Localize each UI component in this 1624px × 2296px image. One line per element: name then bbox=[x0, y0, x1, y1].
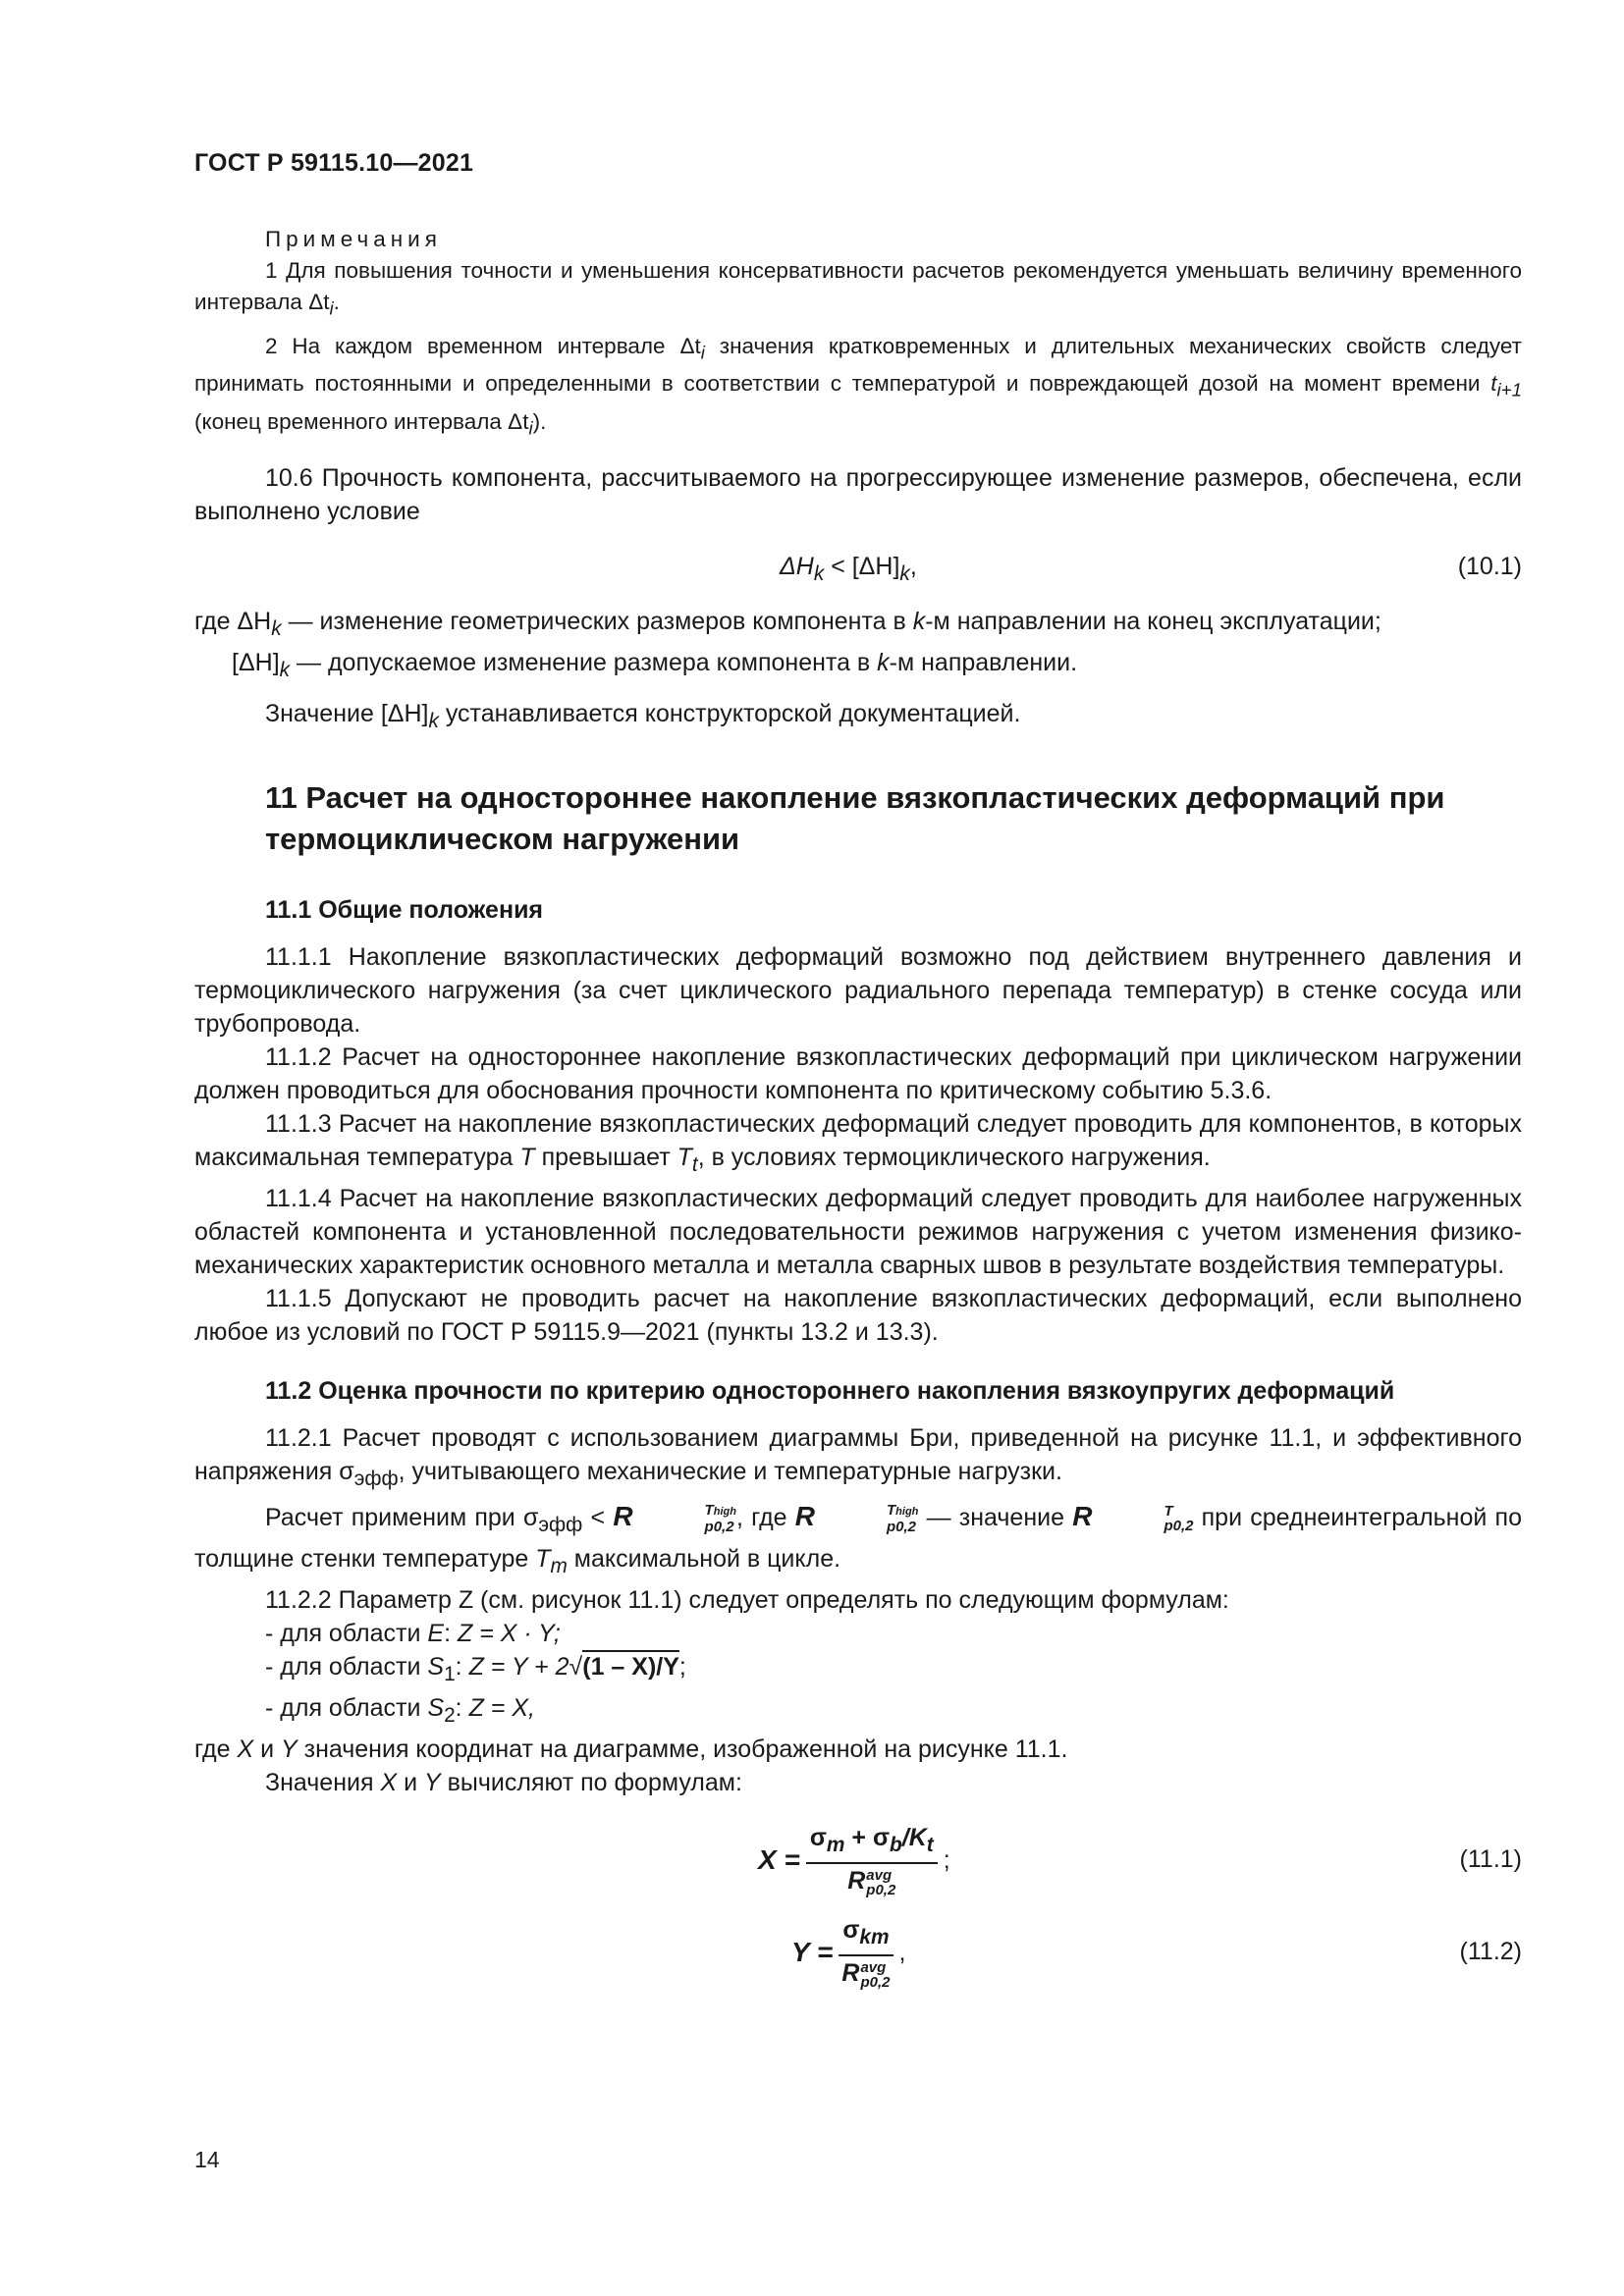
p2-d: при среднеинтегральной по толщине стенки температуре bbox=[194, 1504, 1522, 1573]
note-1-symbol: Δt bbox=[308, 290, 330, 314]
f112-R: R bbox=[841, 1959, 860, 1988]
f111-t: t bbox=[926, 1834, 934, 1857]
f112-sigma: σ bbox=[842, 1916, 860, 1945]
p2-c: — значение bbox=[918, 1504, 1073, 1531]
note-1-end: . bbox=[333, 290, 340, 314]
f101-end: , bbox=[909, 553, 917, 580]
p1-sub: эфф bbox=[353, 1468, 399, 1490]
values-Y: Y bbox=[424, 1769, 441, 1796]
note-2-t: t bbox=[1490, 371, 1497, 396]
where-1-sub: k bbox=[271, 617, 282, 640]
list-item-E bbox=[194, 1617, 1522, 1650]
li2-b: : bbox=[455, 1653, 469, 1681]
note-2-a: 2 На каждом временном интервале bbox=[265, 333, 680, 358]
where-2 bbox=[194, 646, 1522, 687]
where-X: X bbox=[237, 1735, 254, 1763]
li1-a: - для области bbox=[265, 1620, 428, 1647]
p2-a: Расчет применим при bbox=[265, 1504, 523, 1531]
where-2-b: -м направлении. bbox=[889, 649, 1078, 676]
f111-plus: + σ bbox=[844, 1824, 891, 1852]
where-2-k: k bbox=[877, 649, 890, 676]
f101-lhs-sub: k bbox=[813, 562, 825, 585]
note-2-tsub: i+1 bbox=[1496, 379, 1522, 400]
f111-end: ; bbox=[943, 1846, 950, 1874]
p1-a: 11.2.1 Расчет проводят с использованием диаграммы Бри, приведенной на рисунке 11.1, и эффективного напряжения bbox=[194, 1424, 1522, 1485]
clause-10-6: 10.6 Прочность компонента, рассчитываемого на прогрессирующее изменение размеров, обеспечена, если выполнено условие bbox=[194, 464, 1522, 525]
r-high-2-supsub: high bbox=[895, 1506, 919, 1519]
f111-R: R bbox=[847, 1867, 866, 1896]
f112-fraction bbox=[839, 1915, 893, 1989]
where-prefix: где bbox=[194, 608, 238, 635]
note-2-b: значения кратковременных и длительных механических свойств следует принимать постоянными и определенными в соответствии с температурой и повреждающей дозой на момент времени bbox=[194, 333, 1522, 396]
notes-title: Примечания bbox=[265, 227, 442, 251]
note-2 bbox=[194, 331, 1522, 445]
p3-tsub: t bbox=[691, 1153, 698, 1176]
note-2-sym2: Δt bbox=[508, 408, 529, 434]
p2-sub: эфф bbox=[538, 1514, 583, 1536]
where-XY bbox=[194, 1733, 1522, 1766]
li3-S: S bbox=[427, 1694, 445, 1722]
li2-end: ; bbox=[678, 1653, 686, 1681]
section-11-heading: 11 Расчет на одностороннее накопление вязкопластических деформаций при термоциклическом нагружении bbox=[265, 780, 1445, 856]
r-T-scripts bbox=[1093, 1504, 1193, 1533]
where-1 bbox=[194, 605, 1522, 646]
f111-denominator bbox=[847, 1864, 895, 1896]
values-X: X bbox=[380, 1769, 398, 1796]
r-high-2-sup: T bbox=[887, 1502, 896, 1520]
note-2-sub: i bbox=[700, 342, 705, 362]
p1-sigma: σ bbox=[339, 1458, 354, 1485]
where-1-b: -м направлении на конец эксплуатации; bbox=[925, 608, 1381, 635]
f111-slashK: /K bbox=[901, 1824, 927, 1852]
where-1-a: — изменение геометрических размеров компонента в bbox=[281, 608, 913, 635]
f112-R-sub: p0,2 bbox=[860, 1973, 891, 1991]
f111-m: m bbox=[826, 1834, 845, 1857]
formula-10-1-number: (10.1) bbox=[1457, 553, 1522, 580]
p3-c: , в условиях термоциклического нагружения. bbox=[697, 1144, 1211, 1171]
note-2-sym: Δt bbox=[679, 333, 701, 358]
r-high-1-sup: T bbox=[704, 1502, 714, 1520]
li1-E: E bbox=[427, 1620, 445, 1647]
r-T-sup: T bbox=[1164, 1503, 1173, 1521]
values-a: Значения bbox=[265, 1769, 381, 1796]
f112-lhs: Y = bbox=[791, 1937, 834, 1967]
note-1-text: 1 Для повышения точности и уменьшения консервативности расчетов рекомендуется уменьшать величину временного интервала bbox=[194, 258, 1522, 314]
f101-rhs-sub: k bbox=[899, 562, 910, 585]
f111-R-scripts bbox=[866, 1868, 895, 1897]
clause-11-1-1: 11.1.1 Накопление вязкопластических деформаций возможно под действием внутреннего давления и термоциклического нагружения (за счет циклического радиального перепада температур) в стенке сосуда или трубопровода. bbox=[194, 943, 1522, 1038]
note-2-end: ). bbox=[532, 408, 547, 434]
f111-lhs: X = bbox=[758, 1844, 800, 1875]
r-high-2: R bbox=[794, 1501, 815, 1531]
section-11-1-heading: 11.1 Общие положения bbox=[265, 896, 544, 924]
page-body bbox=[194, 224, 1522, 1998]
p1-b: , учитывающего механические и температурные нагрузки. bbox=[398, 1458, 1062, 1485]
li2-sub: 1 bbox=[444, 1663, 456, 1685]
notes-block bbox=[194, 224, 1522, 444]
li3-b: : bbox=[455, 1694, 469, 1722]
p3-a: 11.1.3 Расчет на накопление вязкопластических деформаций следует проводить для компонентов, в которых максимальная температура bbox=[194, 1110, 1522, 1171]
li3-sub: 2 bbox=[444, 1704, 456, 1727]
r-T: R bbox=[1072, 1501, 1093, 1531]
note-1 bbox=[194, 255, 1522, 325]
r-T-sub: p0,2 bbox=[1164, 1518, 1194, 1535]
f112-numerator bbox=[839, 1915, 893, 1956]
p3-b: превышает bbox=[534, 1144, 677, 1171]
clause-applicability bbox=[194, 1500, 1522, 1583]
values-line bbox=[194, 1766, 1522, 1799]
li1-b: : bbox=[444, 1620, 458, 1647]
f111-R-sup: avg bbox=[866, 1866, 893, 1884]
note-1-sub: i bbox=[329, 297, 334, 319]
f112-R-scripts bbox=[860, 1960, 890, 1990]
value-line bbox=[194, 697, 1522, 738]
li2-S: S bbox=[427, 1653, 445, 1681]
p3-T: T bbox=[519, 1144, 535, 1171]
li2-under: (1 – X)/Y bbox=[582, 1650, 679, 1681]
where-b: и bbox=[253, 1735, 281, 1763]
formula-11-1 bbox=[194, 1815, 1522, 1905]
p2-sigma: σ bbox=[522, 1504, 539, 1531]
formula-10-1-expr bbox=[780, 542, 917, 599]
clause-11-1-3 bbox=[194, 1107, 1522, 1182]
r-high-1-scripts bbox=[634, 1503, 736, 1534]
formula-11-2-expr bbox=[791, 1907, 905, 1998]
f112-denominator bbox=[841, 1956, 890, 1989]
section-11-2-heading: 11.2 Оценка прочности по критерию одностороннего накопления вязкоупругих деформаций bbox=[265, 1377, 1395, 1405]
p2-lt: < bbox=[582, 1504, 614, 1531]
f111-sigma-m: σ bbox=[809, 1824, 827, 1852]
clause-11-2-2: 11.2.2 Параметр Z (см. рисунок 11.1) следует определять по следующим формулам: bbox=[265, 1586, 1229, 1614]
values-c: вычисляют по формулам: bbox=[440, 1769, 742, 1796]
where-a: где bbox=[194, 1735, 238, 1763]
standard-header: ГОСТ Р 59115.10—2021 bbox=[194, 149, 474, 177]
where-2-sub: k bbox=[279, 659, 291, 681]
f112-R-sup: avg bbox=[860, 1958, 887, 1976]
formula-11-1-expr bbox=[758, 1815, 950, 1905]
f112-km: km bbox=[859, 1926, 890, 1949]
formula-11-2 bbox=[194, 1907, 1522, 1998]
note-2-c: (конец временного интервала bbox=[194, 408, 509, 434]
li3-a: - для области bbox=[265, 1694, 428, 1722]
clause-11-1-2: 11.1.2 Расчет на одностороннее накопление вязкопластических деформаций при циклическом нагружении должен проводиться для обоснования прочности компонента по критическому событию 5.3.6. bbox=[194, 1043, 1522, 1104]
f111-R-sub: p0,2 bbox=[866, 1881, 896, 1898]
where-2-a: — допускаемое изменение размера компонента в bbox=[290, 649, 878, 676]
formula-11-2-number: (11.2) bbox=[1459, 1938, 1522, 1965]
formula-11-1-number: (11.1) bbox=[1459, 1845, 1522, 1873]
p2-b: , где bbox=[735, 1504, 795, 1531]
p3-Tt: T bbox=[677, 1144, 692, 1171]
values-b: и bbox=[397, 1769, 424, 1796]
r-high-2-scripts bbox=[816, 1503, 918, 1534]
p2-Tm: T bbox=[535, 1545, 551, 1573]
f101-mid: < [ΔH] bbox=[824, 553, 900, 580]
list-item-S1 bbox=[194, 1650, 1522, 1691]
main-text bbox=[194, 461, 1522, 1998]
page-number: 14 bbox=[194, 2147, 220, 2172]
sqrt-icon: √ bbox=[568, 1653, 583, 1681]
li3-f: Z = X, bbox=[468, 1694, 535, 1722]
clause-11-1-5: 11.1.5 Допускают не проводить расчет на накопление вязкопластических деформаций, если выполнено любое из условий по ГОСТ Р 59115.9—2021 (пункты 13.2 и 13.3). bbox=[194, 1285, 1522, 1346]
f112-end: , bbox=[898, 1939, 906, 1966]
f111-fraction bbox=[806, 1823, 938, 1896]
formula-10-1 bbox=[194, 542, 1522, 591]
li2-f: Z = Y + 2 bbox=[468, 1653, 569, 1681]
clause-11-2-1 bbox=[194, 1421, 1522, 1496]
f111-b: b bbox=[890, 1834, 902, 1857]
r-high-1-supsub: high bbox=[713, 1506, 736, 1519]
f101-lhs: ΔH bbox=[780, 553, 814, 580]
f111-numerator bbox=[806, 1823, 938, 1864]
list-item-S2 bbox=[194, 1691, 1522, 1733]
value-sym: [ΔH] bbox=[380, 700, 429, 727]
note-2-sub2: i bbox=[528, 417, 533, 438]
r-high-2-sub: p0,2 bbox=[887, 1519, 917, 1536]
where-2-sym: [ΔH] bbox=[232, 649, 280, 676]
value-sub: k bbox=[428, 710, 439, 732]
where-Y: Y bbox=[280, 1735, 298, 1763]
li2-a: - для области bbox=[265, 1653, 428, 1681]
li1-f: Z = X · Y; bbox=[457, 1620, 561, 1647]
where-c: значения координат на диаграмме, изображенной на рисунке 11.1. bbox=[297, 1735, 1068, 1763]
where-1-sym: ΔH bbox=[237, 608, 272, 635]
value-b: устанавливается конструкторской документацией. bbox=[438, 700, 1021, 727]
p2-msub: m bbox=[550, 1555, 568, 1577]
value-a: Значение bbox=[265, 700, 381, 727]
r-high-1-sub: p0,2 bbox=[704, 1519, 734, 1536]
where-1-k: k bbox=[912, 608, 926, 635]
p2-e: максимальной в цикле. bbox=[567, 1545, 841, 1573]
r-high-1: R bbox=[613, 1501, 633, 1531]
clause-11-1-4: 11.1.4 Расчет на накопление вязкопластических деформаций следует проводить для наиболее нагруженных областей компонента и установленной последовательности режимов нагружения с учетом изменения физико-механических характеристик основного металла и металла сварных швов в результате воздействия температуры. bbox=[194, 1185, 1522, 1279]
